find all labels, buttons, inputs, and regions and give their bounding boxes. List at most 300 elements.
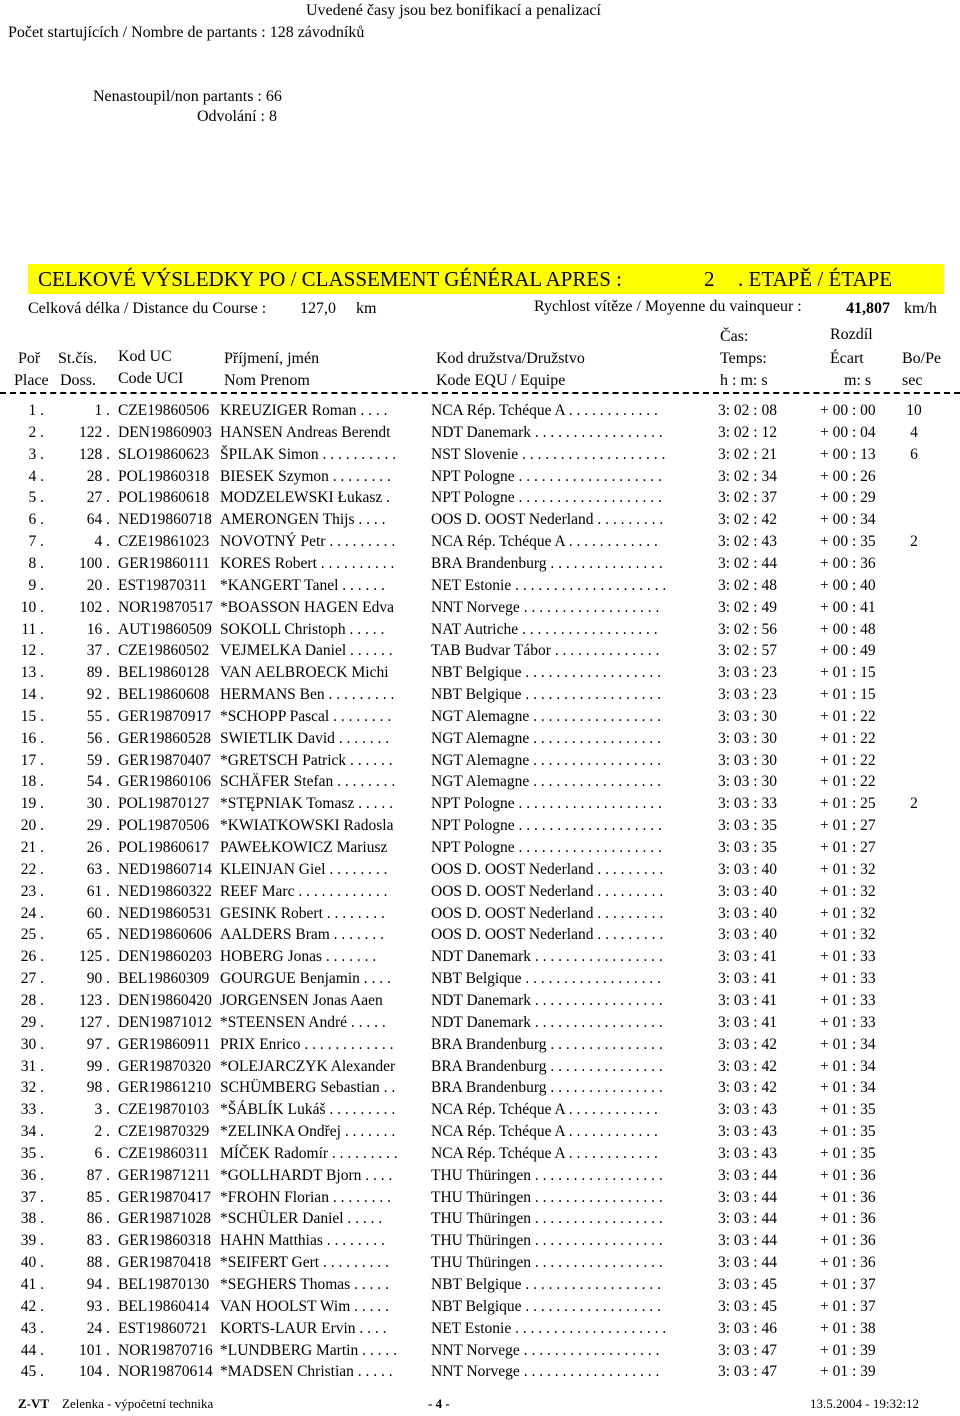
row-uci-code: POL19860618	[118, 489, 210, 507]
row-time: 3: 03 : 44	[718, 1232, 777, 1250]
table-row	[0, 597, 960, 619]
row-doss: 55 .	[86, 707, 110, 725]
table-row	[0, 1274, 960, 1296]
row-doss: 83 .	[86, 1232, 110, 1250]
col-team-cz: Kod družstva/Družstvo	[436, 350, 585, 367]
row-doss: 64 .	[86, 511, 110, 529]
row-place: 37 .	[20, 1188, 44, 1206]
row-bonus: 2	[910, 795, 918, 813]
banner-stage-number: 2	[704, 267, 715, 291]
footer-page: - 4 -	[428, 1396, 450, 1411]
row-time: 3: 03 : 41	[718, 1013, 777, 1031]
row-uci-code: CZE19870329	[118, 1123, 210, 1141]
row-place: 12 .	[20, 642, 44, 660]
col-place-cz: Poř	[18, 350, 41, 367]
row-place: 14 .	[20, 686, 44, 704]
row-rider-name: SOKOLL Christoph . . . . .	[220, 620, 385, 638]
row-team: NNT Norvege . . . . . . . . . . . . . . . . . .	[431, 1363, 660, 1381]
row-team: NCA Rép. Tchéque A . . . . . . . . . . . .	[431, 1101, 658, 1119]
row-uci-code: BEL19860128	[118, 664, 210, 682]
row-time: 3: 03 : 43	[718, 1101, 777, 1119]
row-team: NBT Belgique . . . . . . . . . . . . . . . . . .	[431, 970, 662, 988]
row-rider-name: KORTS-LAUR Ervin . . . .	[220, 1319, 387, 1337]
table-row	[0, 706, 960, 728]
row-bonus: 4	[910, 423, 918, 441]
row-uci-code: NED19860531	[118, 904, 212, 922]
col-team-fr: Kode EQU / Equipe	[436, 372, 566, 389]
table-row	[0, 793, 960, 815]
row-uci-code: BEL19870130	[118, 1276, 210, 1293]
row-time: 3: 03 : 40	[718, 926, 777, 944]
row-rider-name: SWIETLIK David . . . . . . .	[220, 729, 390, 747]
row-uci-code: POL19860318	[118, 467, 210, 485]
row-place: 9 .	[28, 576, 44, 594]
row-place: 45 .	[20, 1363, 44, 1381]
row-rider-name: *SCHOPP Pascal . . . . . . . .	[220, 707, 392, 725]
row-team: NBT Belgique . . . . . . . . . . . . . . . . . .	[431, 686, 662, 704]
row-time: 3: 03 : 35	[718, 839, 777, 856]
table-row	[0, 1165, 960, 1187]
table-row	[0, 1143, 960, 1165]
table-row	[0, 881, 960, 903]
row-doss: 54 .	[86, 773, 110, 791]
row-doss: 56 .	[86, 729, 110, 747]
table-row	[0, 509, 960, 531]
row-place: 34 .	[20, 1123, 44, 1141]
row-time: 3: 03 : 43	[718, 1144, 777, 1162]
banner-stage-label: . ETAPĚ / ÉTAPE	[738, 267, 893, 291]
row-place: 36 .	[20, 1166, 44, 1184]
table-row	[0, 1318, 960, 1340]
row-gap: + 01 : 34	[820, 1035, 876, 1053]
row-team: NCA Rép. Tchéque A . . . . . . . . . . . .	[431, 402, 658, 419]
table-row	[0, 924, 960, 946]
banner-title: CELKOVÉ VÝSLEDKY PO / CLASSEMENT GÉNÉRAL APRES :	[38, 267, 622, 291]
row-team: NDT Danemark . . . . . . . . . . . . . . . . .	[431, 948, 663, 966]
row-gap: + 01 : 34	[820, 1057, 876, 1075]
row-team: NCA Rép. Tchéque A . . . . . . . . . . . .	[431, 1144, 658, 1162]
row-doss: 125 .	[79, 948, 110, 966]
row-rider-name: *STEENSEN André . . . . .	[220, 1013, 386, 1031]
row-time: 3: 03 : 30	[718, 751, 777, 769]
row-place: 11 .	[21, 620, 44, 638]
row-gap: + 01 : 32	[820, 926, 876, 944]
row-bonus: 2	[910, 533, 918, 551]
table-row	[0, 684, 960, 706]
row-gap: + 01 : 32	[820, 882, 876, 900]
speed-unit: km/h	[904, 300, 937, 317]
col-time-2: Temps:	[720, 350, 767, 367]
row-gap: + 01 : 22	[820, 707, 876, 725]
row-rider-name: NOVOTNÝ Petr . . . . . . . . .	[220, 533, 396, 551]
row-place: 27 .	[20, 970, 44, 988]
row-doss: 24 .	[86, 1319, 110, 1337]
row-rider-name: *KANGERT Tanel . . . . . .	[220, 576, 385, 594]
row-gap: + 00 : 04	[820, 423, 876, 441]
row-place: 1 .	[28, 402, 44, 419]
row-time: 3: 03 : 46	[718, 1319, 777, 1337]
row-uci-code: NED19860714	[118, 860, 212, 878]
row-uci-code: CZE19861023	[118, 533, 210, 551]
table-row	[0, 1034, 960, 1056]
row-time: 3: 02 : 44	[718, 554, 777, 572]
row-doss: 97 .	[86, 1035, 110, 1053]
row-rider-name: *BOASSON HAGEN Edva	[220, 598, 394, 616]
classification-banner	[28, 264, 944, 294]
row-place: 23 .	[20, 882, 44, 900]
row-time: 3: 03 : 41	[718, 991, 777, 1009]
row-uci-code: GER19860106	[118, 773, 211, 791]
row-rider-name: HANSEN Andreas Berendt	[220, 423, 391, 441]
row-rider-name: *GOLLHARDT Bjorn . . . .	[220, 1166, 393, 1184]
row-doss: 86 .	[86, 1210, 110, 1228]
row-uci-code: GER19860911	[118, 1035, 211, 1053]
row-team: NGT Alemagne . . . . . . . . . . . . . . . . .	[431, 707, 662, 725]
row-gap: + 01 : 27	[820, 839, 876, 856]
table-row	[0, 640, 960, 662]
row-team: THU Thüringen . . . . . . . . . . . . . . . . .	[431, 1166, 663, 1184]
row-place: 19 .	[20, 795, 44, 813]
col-time-1: Čas:	[720, 328, 749, 345]
table-row	[0, 1230, 960, 1252]
row-time: 3: 03 : 42	[718, 1079, 777, 1097]
row-place: 5 .	[28, 489, 44, 507]
row-rider-name: HERMANS Ben . . . . . . . . .	[220, 686, 395, 704]
row-time: 3: 02 : 42	[718, 511, 777, 529]
row-doss: 90 .	[86, 970, 110, 988]
table-row	[0, 422, 960, 444]
row-time: 3: 02 : 48	[718, 576, 777, 594]
row-team: NCA Rép. Tchéque A . . . . . . . . . . . .	[431, 533, 658, 551]
row-gap: + 01 : 33	[820, 948, 876, 966]
row-uci-code: CZE19860311	[118, 1144, 209, 1162]
row-gap: + 01 : 35	[820, 1123, 876, 1141]
row-doss: 100 .	[79, 554, 110, 572]
row-rider-name: MODZELEWSKI Łukasz .	[220, 489, 391, 507]
row-time: 3: 03 : 40	[718, 904, 777, 922]
row-time: 3: 03 : 44	[718, 1210, 777, 1228]
table-row	[0, 968, 960, 990]
row-gap: + 00 : 29	[820, 489, 876, 507]
row-rider-name: *ŠÁBLÍK Lukáš . . . . . . . . .	[220, 1101, 396, 1119]
row-doss: 104 .	[79, 1363, 110, 1381]
row-rider-name: VEJMELKA Daniel . . . . . .	[220, 642, 393, 660]
row-doss: 37 .	[86, 642, 110, 660]
row-uci-code: SLO19860623	[118, 445, 210, 463]
row-uci-code: GER19870320	[118, 1057, 211, 1075]
row-team: NBT Belgique . . . . . . . . . . . . . . . . . .	[431, 1297, 662, 1315]
row-place: 20 .	[20, 817, 44, 835]
col-uci-fr: Code UCI	[118, 370, 184, 387]
table-row	[0, 1121, 960, 1143]
row-gap: + 01 : 35	[820, 1101, 876, 1119]
row-place: 4 .	[28, 467, 44, 485]
row-time: 3: 02 : 56	[718, 620, 777, 638]
row-gap: + 00 : 26	[820, 467, 876, 485]
row-uci-code: EST19860721	[118, 1319, 208, 1337]
row-gap: + 01 : 36	[820, 1188, 876, 1206]
row-time: 3: 02 : 37	[718, 489, 777, 507]
row-gap: + 01 : 39	[820, 1341, 876, 1359]
row-team: THU Thüringen . . . . . . . . . . . . . . . . .	[431, 1188, 663, 1206]
row-time: 3: 03 : 45	[718, 1297, 777, 1315]
row-gap: + 01 : 25	[820, 795, 876, 813]
row-place: 29 .	[20, 1013, 44, 1031]
row-time: 3: 02 : 08	[718, 402, 777, 419]
row-doss: 26 .	[86, 839, 110, 856]
row-uci-code: POL19860617	[118, 839, 210, 856]
table-row	[0, 990, 960, 1012]
row-time: 3: 03 : 44	[718, 1166, 777, 1184]
row-place: 15 .	[20, 707, 44, 725]
row-gap: + 00 : 00	[820, 402, 876, 419]
row-team: NNT Norvege . . . . . . . . . . . . . . . . . .	[431, 598, 660, 616]
row-gap: + 01 : 34	[820, 1079, 876, 1097]
row-place: 33 .	[20, 1101, 44, 1119]
row-team: NDT Danemark . . . . . . . . . . . . . . . . .	[431, 1013, 663, 1031]
speed-value: 41,807	[846, 300, 890, 317]
row-gap: + 01 : 15	[820, 686, 876, 704]
row-team: NPT Pologne . . . . . . . . . . . . . . . . . . .	[431, 467, 662, 485]
row-uci-code: NED19860322	[118, 882, 212, 900]
row-uci-code: DEN19871012	[118, 1013, 212, 1031]
row-doss: 85 .	[86, 1188, 110, 1206]
col-gap-1: Rozdíl	[830, 326, 873, 343]
row-time: 3: 03 : 30	[718, 707, 777, 725]
row-place: 16 .	[20, 729, 44, 747]
row-team: NAT Autriche . . . . . . . . . . . . . . . . . .	[431, 620, 658, 638]
row-gap: + 01 : 36	[820, 1232, 876, 1250]
distance-value: 127,0	[300, 300, 336, 317]
row-uci-code: GER19861210	[118, 1079, 211, 1097]
row-time: 3: 03 : 44	[718, 1254, 777, 1272]
row-team: NPT Pologne . . . . . . . . . . . . . . . . . . .	[431, 489, 662, 507]
distance-unit: km	[356, 300, 377, 317]
row-rider-name: *MADSEN Christian . . . . .	[220, 1363, 393, 1381]
row-place: 32 .	[20, 1079, 44, 1097]
table-row	[0, 815, 960, 837]
row-team: NPT Pologne . . . . . . . . . . . . . . . . . . .	[431, 795, 662, 813]
row-time: 3: 03 : 23	[718, 686, 777, 704]
row-uci-code: NOR19870716	[118, 1341, 213, 1359]
row-time: 3: 02 : 57	[718, 642, 777, 660]
row-gap: + 01 : 37	[820, 1276, 876, 1293]
row-team: NCA Rép. Tchéque A . . . . . . . . . . . .	[431, 1123, 658, 1141]
row-team: NGT Alemagne . . . . . . . . . . . . . . . . .	[431, 773, 662, 791]
row-rider-name: KLEINJAN Giel . . . . . . . .	[220, 860, 388, 878]
row-place: 21 .	[20, 839, 44, 856]
row-uci-code: AUT19860509	[118, 620, 212, 638]
footer-brand: Z-VT	[18, 1396, 50, 1411]
table-row	[0, 466, 960, 488]
row-team: THU Thüringen . . . . . . . . . . . . . . . . .	[431, 1254, 663, 1272]
row-gap: + 01 : 39	[820, 1363, 876, 1381]
table-row	[0, 1012, 960, 1034]
table-row	[0, 771, 960, 793]
row-rider-name: AMERONGEN Thijs . . . .	[220, 511, 386, 529]
col-doss-cz: St.čís.	[58, 350, 98, 367]
row-place: 40 .	[20, 1254, 44, 1272]
col-time-3: h : m: s	[720, 372, 768, 389]
row-rider-name: *ZELINKA Ondřej . . . . . . .	[220, 1123, 396, 1141]
row-uci-code: GER19870917	[118, 707, 211, 725]
table-row	[0, 903, 960, 925]
footer-company: Zelenka - výpočetní technika	[62, 1396, 214, 1411]
row-time: 3: 02 : 21	[718, 445, 777, 463]
row-place: 24 .	[20, 904, 44, 922]
table-row	[0, 1361, 960, 1383]
row-doss: 123 .	[79, 991, 110, 1009]
row-rider-name: BIESEK Szymon . . . . . . . .	[220, 467, 391, 485]
row-uci-code: NOR19870517	[118, 598, 213, 616]
row-team: NDT Danemark . . . . . . . . . . . . . . . . .	[431, 423, 663, 441]
row-uci-code: DEN19860420	[118, 991, 212, 1009]
row-uci-code: CZE19870103	[118, 1101, 210, 1119]
row-doss: 27 .	[86, 489, 110, 507]
row-rider-name: JORGENSEN Jonas Aaen	[220, 991, 383, 1009]
row-time: 3: 02 : 49	[718, 598, 777, 616]
row-team: NGT Alemagne . . . . . . . . . . . . . . . . .	[431, 751, 662, 769]
table-row	[0, 1099, 960, 1121]
row-team: OOS D. OOST Nederland . . . . . . . . .	[431, 904, 664, 922]
table-row	[0, 553, 960, 575]
row-rider-name: KORES Robert . . . . . . . . . .	[220, 554, 395, 572]
row-time: 3: 03 : 42	[718, 1035, 777, 1053]
col-name-fr: Nom Prenom	[224, 372, 310, 389]
row-team: NBT Belgique . . . . . . . . . . . . . . . . . .	[431, 664, 662, 682]
row-team: OOS D. OOST Nederland . . . . . . . . .	[431, 511, 664, 529]
row-place: 43 .	[20, 1319, 44, 1337]
row-gap: + 00 : 36	[820, 554, 876, 572]
row-uci-code: POL19870127	[118, 795, 210, 813]
row-time: 3: 03 : 23	[718, 664, 777, 682]
row-doss: 122 .	[79, 423, 110, 441]
row-rider-name: VAN AELBROECK Michi	[220, 664, 389, 682]
row-team: NET Estonie . . . . . . . . . . . . . . . . . . . .	[431, 1319, 667, 1337]
row-rider-name: SCHÄFER Stefan . . . . . . . .	[220, 773, 396, 791]
row-gap: + 01 : 35	[820, 1144, 876, 1162]
row-time: 3: 03 : 47	[718, 1341, 777, 1359]
row-team: NNT Norvege . . . . . . . . . . . . . . . . . .	[431, 1341, 660, 1359]
row-doss: 102 .	[79, 598, 110, 616]
row-doss: 29 .	[86, 817, 110, 835]
row-time: 3: 03 : 44	[718, 1188, 777, 1206]
row-time: 3: 03 : 30	[718, 729, 777, 747]
table-row	[0, 1296, 960, 1318]
row-time: 3: 03 : 30	[718, 773, 777, 791]
row-gap: + 01 : 15	[820, 664, 876, 682]
row-team: THU Thüringen . . . . . . . . . . . . . . . . .	[431, 1210, 663, 1228]
row-rider-name: *FROHN Florian . . . . . . . .	[220, 1188, 391, 1206]
starters-count: Počet startujících / Nombre de partants : 128 závodníků	[8, 24, 365, 41]
row-doss: 59 .	[86, 751, 110, 769]
row-rider-name: AALDERS Bram . . . . . . .	[220, 926, 385, 944]
row-doss: 87 .	[86, 1166, 110, 1184]
row-team: NPT Pologne . . . . . . . . . . . . . . . . . . .	[431, 817, 662, 835]
col-place-fr: Place	[14, 372, 49, 389]
row-place: 38 .	[20, 1210, 44, 1228]
row-uci-code: GER19870407	[118, 751, 211, 769]
row-gap: + 01 : 32	[820, 860, 876, 878]
row-time: 3: 03 : 40	[718, 860, 777, 878]
row-doss: 16 .	[86, 620, 110, 638]
table-row	[0, 946, 960, 968]
header-divider	[0, 392, 960, 394]
row-gap: + 01 : 33	[820, 1013, 876, 1031]
table-row	[0, 400, 960, 422]
row-team: NET Estonie . . . . . . . . . . . . . . . . . . . .	[431, 576, 667, 594]
row-rider-name: *SCHÜLER Daniel . . . . .	[220, 1210, 383, 1228]
row-doss: 28 .	[86, 467, 110, 485]
row-place: 7 .	[28, 533, 44, 551]
row-doss: 20 .	[86, 576, 110, 594]
row-gap: + 01 : 22	[820, 773, 876, 791]
row-gap: + 01 : 36	[820, 1166, 876, 1184]
col-bonus-2: sec	[902, 372, 923, 389]
row-gap: + 00 : 40	[820, 576, 876, 594]
row-rider-name: MÍČEK Radomír . . . . . . . . .	[220, 1144, 398, 1162]
row-team: NGT Alemagne . . . . . . . . . . . . . . . . .	[431, 729, 662, 747]
row-doss: 2 .	[94, 1123, 110, 1141]
row-place: 10 .	[20, 598, 44, 616]
row-doss: 1 .	[94, 402, 110, 419]
row-place: 13 .	[20, 664, 44, 682]
row-rider-name: *OLEJARCZYK Alexander	[220, 1057, 396, 1075]
row-doss: 94 .	[86, 1276, 110, 1293]
row-rider-name: PAWEŁKOWICZ Mariusz	[220, 839, 388, 856]
row-rider-name: *KWIATKOWSKI Radosla	[220, 817, 394, 835]
row-place: 39 .	[20, 1232, 44, 1250]
row-uci-code: GER19860111	[118, 554, 210, 572]
row-team: TAB Budvar Tábor . . . . . . . . . . . . . .	[431, 642, 660, 660]
row-bonus: 10	[906, 402, 922, 419]
row-time: 3: 03 : 47	[718, 1363, 777, 1381]
row-uci-code: CZE19860502	[118, 642, 210, 660]
col-doss-fr: Doss.	[60, 372, 97, 389]
row-gap: + 01 : 37	[820, 1297, 876, 1315]
table-row	[0, 1077, 960, 1099]
results-note: Uvedené časy jsou bez bonifikací a penalizací	[306, 2, 601, 19]
row-uci-code: GER19870417	[118, 1188, 211, 1206]
row-team: BRA Brandenburg . . . . . . . . . . . . . . .	[431, 554, 663, 572]
row-place: 42 .	[20, 1297, 44, 1315]
row-rider-name: SCHÜMBERG Sebastian . .	[220, 1079, 396, 1097]
row-uci-code: NED19860606	[118, 926, 212, 944]
row-time: 3: 03 : 42	[718, 1057, 777, 1075]
row-doss: 127 .	[79, 1013, 110, 1031]
row-place: 22 .	[20, 860, 44, 878]
row-place: 44 .	[20, 1341, 44, 1359]
row-doss: 65 .	[86, 926, 110, 944]
withdrawn-count: Odvolání : 8	[197, 108, 277, 125]
row-team: OOS D. OOST Nederland . . . . . . . . .	[431, 926, 664, 944]
row-place: 30 .	[20, 1035, 44, 1053]
row-gap: + 01 : 33	[820, 970, 876, 988]
row-time: 3: 03 : 41	[718, 948, 777, 966]
row-doss: 128 .	[79, 445, 110, 463]
row-place: 6 .	[28, 511, 44, 529]
row-time: 3: 02 : 34	[718, 467, 777, 485]
row-time: 3: 03 : 45	[718, 1276, 777, 1293]
row-time: 3: 03 : 43	[718, 1123, 777, 1141]
row-uci-code: BEL19860608	[118, 686, 210, 704]
row-time: 3: 03 : 35	[718, 817, 777, 835]
row-place: 17 .	[20, 751, 44, 769]
row-team: NPT Pologne . . . . . . . . . . . . . . . . . . .	[431, 839, 662, 856]
row-team: THU Thüringen . . . . . . . . . . . . . . . . .	[431, 1232, 663, 1250]
table-row	[0, 1208, 960, 1230]
row-rider-name: *GRETSCH Patrick . . . . . .	[220, 751, 393, 769]
